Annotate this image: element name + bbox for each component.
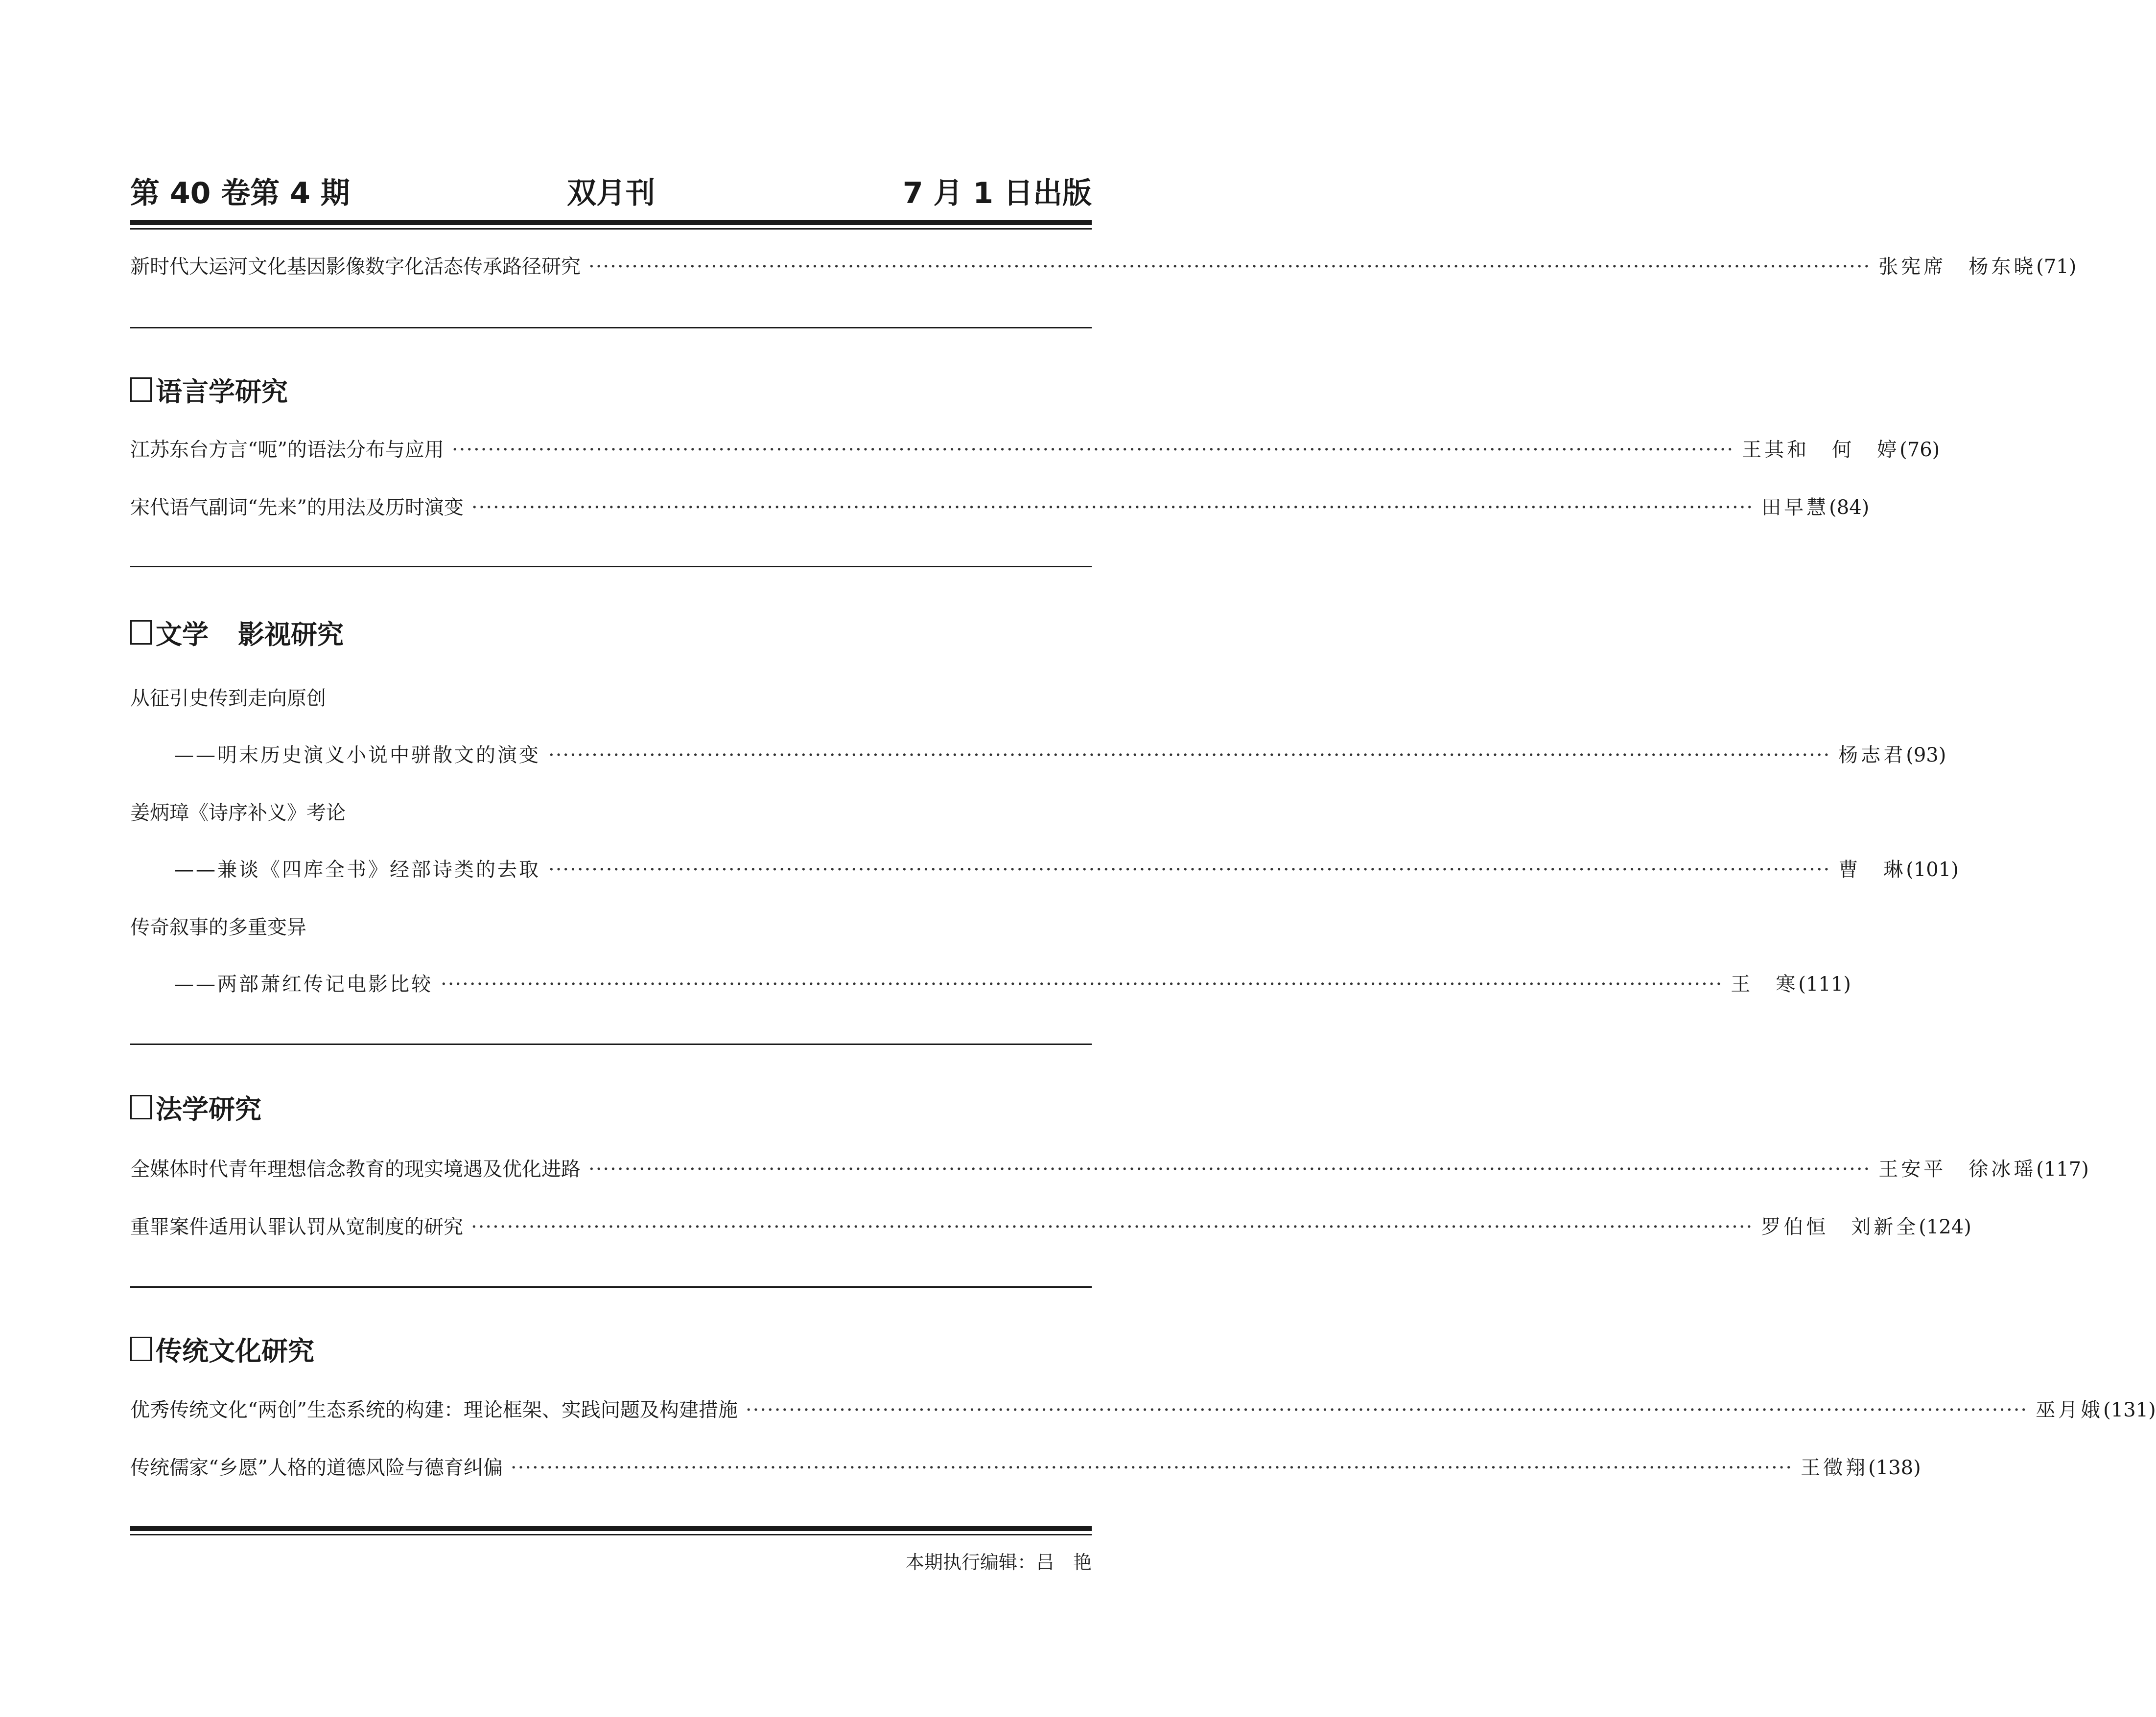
leader-dots: ·················································································································································································· <box>510 1457 1793 1479</box>
entry-authors: 巫月娥 <box>2036 1399 2104 1421</box>
toc-entry[interactable] <box>130 910 1092 945</box>
publication-date: 7 月 1 日出版 <box>902 176 1092 210</box>
entry-authors: 曹 琳 <box>1838 858 1906 881</box>
entry-authors: 张宪席 杨东晓 <box>1878 255 2037 278</box>
section-title: 语言学研究 <box>156 376 288 407</box>
executive-editor: 本期执行编辑：吕 艳 <box>905 1552 1092 1573</box>
entry-title: 重罪案件适用认罪认罚从宽制度的研究 <box>130 1216 463 1238</box>
entry-authors: 王其和 何 婷 <box>1742 439 1900 461</box>
entry-authors: 田早慧 <box>1761 496 1829 519</box>
entry-title: 姜炳璋《诗序补义》考论 <box>130 802 346 824</box>
leader-dots: ·················································································································································································· <box>471 1216 1754 1238</box>
entry-page: (124) <box>1919 1216 1971 1238</box>
toc-entry[interactable] <box>130 681 1092 716</box>
toc-entry[interactable] <box>130 250 2077 284</box>
issue-volume: 第 40 卷第 4 期 <box>130 176 350 210</box>
toc-entry-subtitle[interactable] <box>174 738 1946 772</box>
toc-entry-subtitle[interactable] <box>174 967 1851 1001</box>
section-divider <box>130 1286 1092 1288</box>
toc-entry[interactable] <box>130 433 1940 467</box>
toc-entry-subtitle[interactable] <box>174 853 1959 887</box>
entry-subtitle: ——明末历史演义小说中骈散文的演变 <box>174 744 540 766</box>
entry-title: 优秀传统文化“两创”生态系统的构建：理论框架、实践问题及构建措施 <box>130 1399 738 1421</box>
checkbox-square-icon <box>130 1095 152 1119</box>
entry-authors: 杨志君 <box>1838 744 1906 766</box>
toc-entry[interactable] <box>130 1451 1921 1485</box>
toc-entry[interactable] <box>130 490 1870 525</box>
leader-dots: ·················································································································································································· <box>588 1158 1871 1181</box>
toc-entry[interactable] <box>130 796 1092 830</box>
section-heading <box>130 1329 314 1369</box>
entry-title: 传统儒家“乡愿”人格的道德风险与德育纠偏 <box>130 1457 503 1479</box>
section-heading <box>130 613 344 652</box>
section-divider <box>130 1044 1092 1045</box>
leader-dots: ·················································································································································································· <box>441 973 1723 996</box>
checkbox-square-icon <box>130 377 152 402</box>
footer-rule-thick <box>130 1526 1092 1531</box>
section-heading <box>130 1088 261 1127</box>
entry-page: (76) <box>1899 439 1940 461</box>
entry-page: (111) <box>1798 973 1851 996</box>
entry-page: (138) <box>1868 1457 1921 1479</box>
section-title: 传统文化研究 <box>156 1335 314 1367</box>
toc-entry[interactable] <box>130 1152 2089 1186</box>
checkbox-square-icon <box>130 1337 152 1361</box>
leader-dots: ·················································································································································································· <box>745 1399 2028 1421</box>
entry-title: 全媒体时代青年理想信念教育的现实境遇及优化进路 <box>130 1158 581 1181</box>
section-divider <box>130 327 1092 328</box>
entry-authors: 王安平 徐冰瑶 <box>1878 1158 2037 1181</box>
entry-title: 新时代大运河文化基因影像数字化活态传承路径研究 <box>130 255 581 278</box>
toc-entry[interactable] <box>130 1393 2156 1427</box>
leader-dots: ·················································································································································································· <box>451 439 1734 461</box>
section-divider <box>130 566 1092 567</box>
entry-subtitle: ——两部萧红传记电影比较 <box>174 973 433 996</box>
checkbox-square-icon <box>130 620 152 645</box>
leader-dots: ·················································································································································································· <box>548 858 1831 881</box>
header-rule-thin <box>130 228 1092 230</box>
entry-subtitle: ——兼谈《四库全书》经部诗类的去取 <box>174 858 540 881</box>
entry-authors: 王徵翔 <box>1801 1457 1869 1479</box>
toc-entry[interactable] <box>130 1210 1971 1244</box>
entry-page: (93) <box>1906 744 1946 766</box>
section-title-part: 文学 <box>156 619 209 650</box>
footer-rule-thin <box>130 1534 1092 1535</box>
journal-header <box>130 171 1092 215</box>
entry-title: 从征引史传到走向原创 <box>130 687 326 710</box>
section-heading <box>130 370 288 409</box>
entry-title: 江苏东台方言“呃”的语法分布与应用 <box>130 439 444 461</box>
section-title: 法学研究 <box>156 1093 261 1125</box>
entry-page: (131) <box>2103 1399 2156 1421</box>
entry-page: (101) <box>1906 858 1959 881</box>
section-title-part: 影视研究 <box>238 619 344 650</box>
entry-authors: 王 寒 <box>1731 973 1799 996</box>
entry-page: (71) <box>2036 255 2077 278</box>
leader-dots: ·················································································································································································· <box>471 496 1754 519</box>
entry-page: (117) <box>2036 1158 2089 1181</box>
entry-title: 宋代语气副词“先来”的用法及历时演变 <box>130 496 464 519</box>
header-rule-thick <box>130 220 1092 225</box>
entry-title: 传奇叙事的多重变异 <box>130 916 306 939</box>
publication-frequency: 双月刊 <box>567 176 655 210</box>
entry-page: (84) <box>1829 496 1870 519</box>
entry-authors: 罗伯恒 刘新全 <box>1761 1216 1919 1238</box>
leader-dots: ·················································································································································································· <box>548 744 1831 766</box>
leader-dots: ·················································································································································································· <box>588 255 1871 278</box>
